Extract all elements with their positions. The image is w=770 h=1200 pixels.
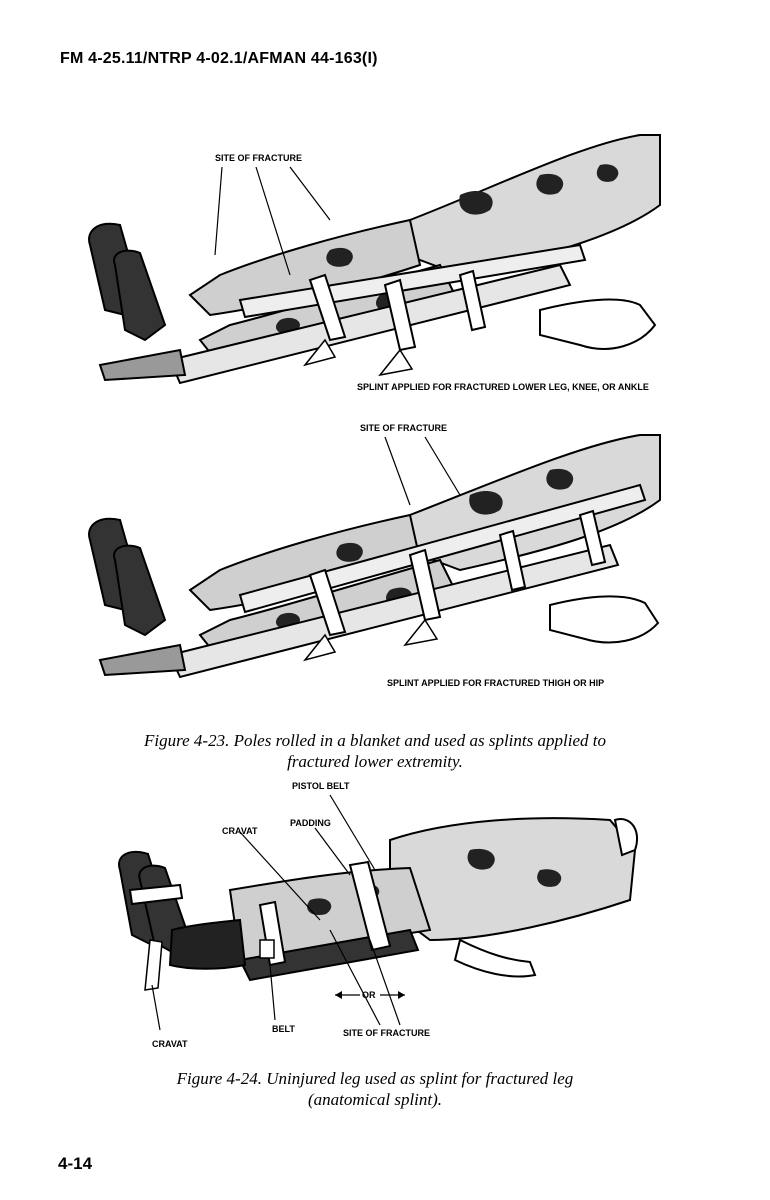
splint-thigh-hip-caption-label: SPLINT APPLIED FOR FRACTURED THIGH OR HIP (387, 678, 605, 688)
soldier-with-long-pole-splints-drawing (80, 425, 680, 690)
figure-4-23-caption-line-2: fractured lower extremity. (287, 752, 463, 771)
cravat-top-label: CRAVAT (222, 826, 258, 836)
splint-lower-leg-caption-label: SPLINT APPLIED FOR FRACTURED LOWER LEG, KNEE, OR ANKLE (357, 382, 649, 392)
belt-label: BELT (272, 1024, 295, 1034)
cravat-bottom-label: CRAVAT (152, 1039, 188, 1049)
figure-4-23-caption-line-1: Figure 4-23. Poles rolled in a blanket and used as splints applied to (144, 731, 606, 750)
site-of-fracture-label-3: SITE OF FRACTURE (343, 1028, 430, 1038)
site-of-fracture-label-1: SITE OF FRACTURE (215, 153, 302, 163)
pistol-belt-label: PISTOL BELT (292, 781, 350, 791)
splint-lower-leg-illustration (80, 125, 680, 400)
figure-4-24-caption-line-2: (anatomical splint). (307, 1090, 443, 1109)
soldier-with-tied-legs-drawing (110, 790, 650, 1040)
padding-label: PADDING (290, 818, 331, 828)
site-of-fracture-label-2: SITE OF FRACTURE (360, 423, 447, 433)
splint-thigh-hip-illustration (80, 425, 680, 690)
soldier-with-pole-splints-drawing (80, 125, 680, 400)
or-label: OR (362, 990, 376, 1000)
page-number: 4-14 (58, 1154, 93, 1173)
figure-4-24-caption-line-1: Figure 4-24. Uninjured leg used as splint for fractured leg (176, 1069, 574, 1088)
anatomical-splint-illustration (110, 790, 650, 1040)
document-header: FM 4-25.11/NTRP 4-02.1/AFMAN 44-163(I) (60, 50, 378, 67)
